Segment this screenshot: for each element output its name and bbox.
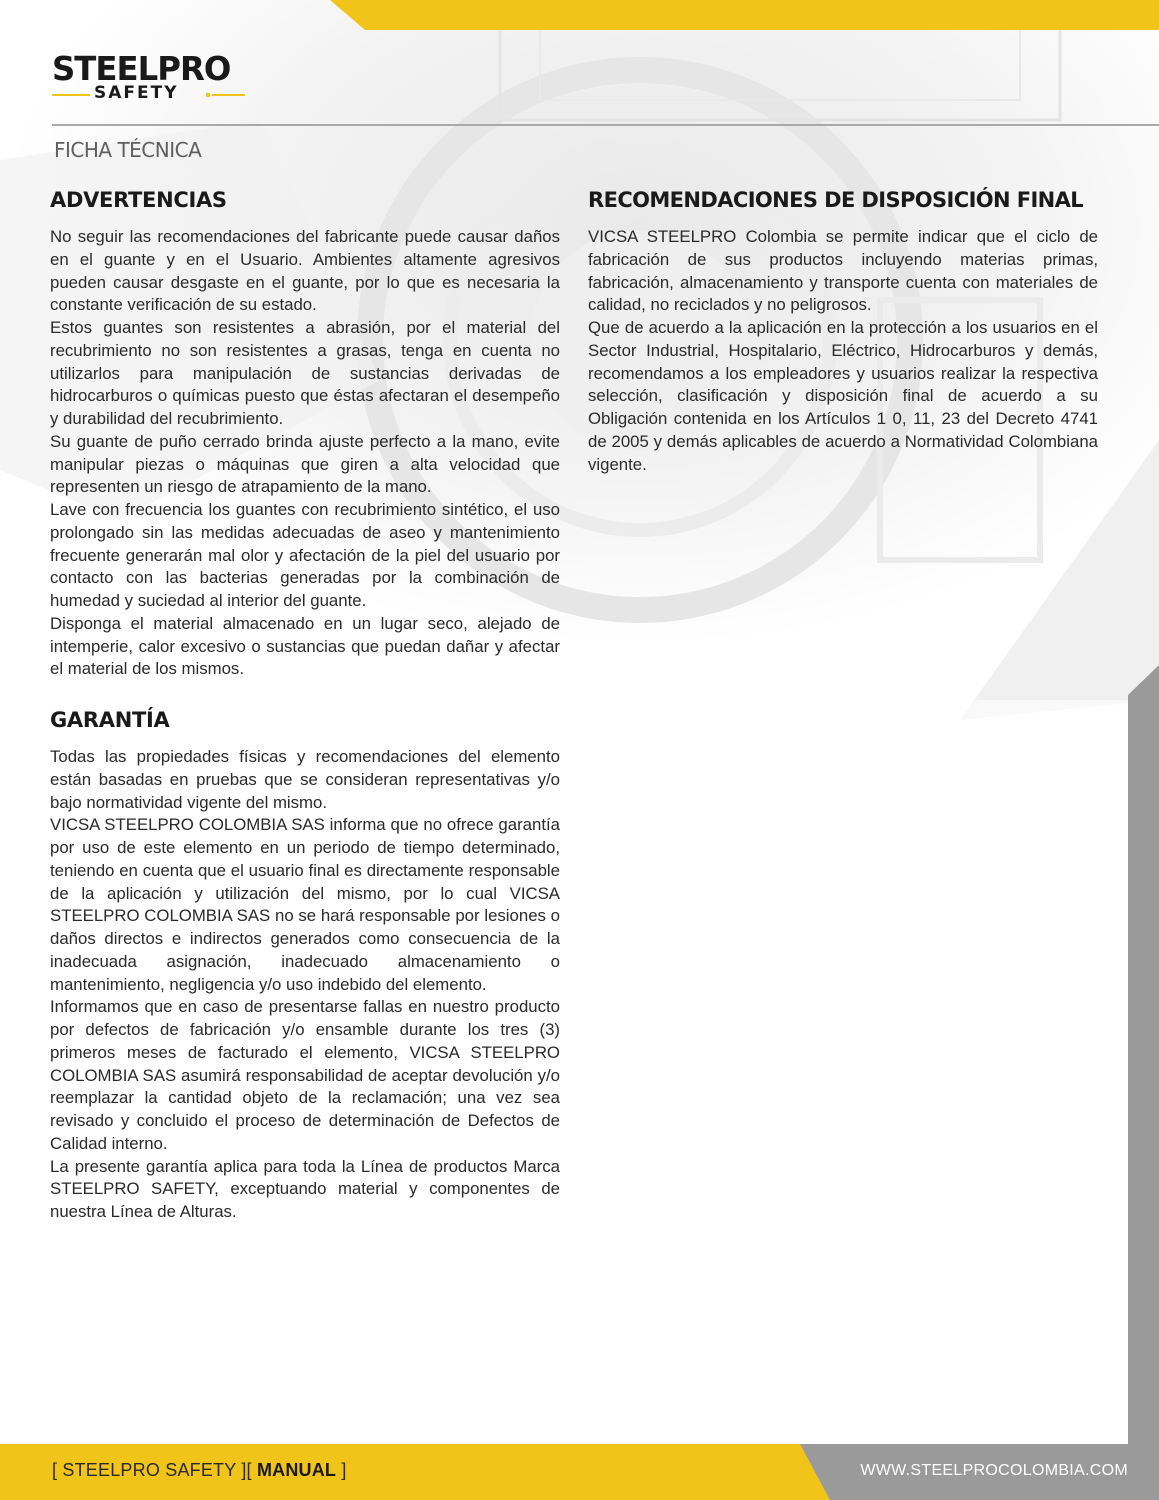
paragraph: Que de acuerdo a la aplicación en la protección a los usuarios en el Sector Industrial, Hospitalario, Eléctrico, Hidrocarburos y demás, recomendamos a los empleadores y usuarios realizar la respectiva selección, clasificación y disposición final de acuerdo a su Obligación contenida en los Artículos 1 0, 11, 23 del Decreto 4741 de 2005 y demás aplicables de acuerdo a Normatividad Colombiana vigente. bbox=[588, 318, 1098, 474]
page-footer bbox=[0, 1444, 1159, 1500]
logo-wordmark: STEELPRO bbox=[52, 49, 231, 88]
header-divider bbox=[52, 124, 1159, 126]
footer-website-link[interactable]: WWW.STEELPROCOLOMBIA.COM bbox=[860, 1462, 1128, 1479]
left-column bbox=[50, 186, 560, 1224]
top-accent-band bbox=[330, 0, 1159, 30]
paragraph: La presente garantía aplica para toda la Línea de productos Marca STEELPRO SAFETY, exceptuando material y componentes de nuestra Línea de Alturas. bbox=[50, 1156, 560, 1221]
right-column bbox=[588, 186, 1098, 476]
paragraph: Lave con frecuencia los guantes con recubrimiento sintético, el uso prolongado sin las medidas adecuadas de aseo y mantenimiento frecuente generarán mal olor y afectación de la piel del usuario por contacto con las bacterias generadas por la combinación de humedad y suciedad al interior del guante. bbox=[50, 500, 560, 610]
paragraph: Informamos que en caso de presentarse fallas en nuestro producto por defectos de fabricación y/o ensamble durante los tres (3) primeros meses de facturado el elemento, VICSA STEELPRO COLOMBIA SAS asumirá responsabilidad de aceptar devolución y/o reemplazar la cantidad objeto de la reclamación; una vez sea revisado y concluido el proceso de determinación de Defectos de Calidad interno. bbox=[50, 997, 560, 1153]
section-disposicion-final bbox=[588, 186, 1098, 476]
paragraph: VICSA STEELPRO COLOMBIA SAS informa que no ofrece garantía por uso de este elemento en un periodo de tiempo determinado, teniendo en cuenta que el usuario final es directamente responsable de la aplicación y utilización del mismo, por lo cual VICSA STEELPRO COLOMBIA SAS no se hará responsable por lesiones o daños directos e indirectos generados como consecuencia de la inadecuada asignación, inadecuado almacenamiento o mantenimiento, negligencia y/o uso indebido del elemento. bbox=[50, 815, 560, 994]
footer-label-suffix: ] bbox=[336, 1460, 347, 1480]
paragraph: Disponga el material almacenado en un lugar seco, alejado de intemperie, calor excesivo o sustancias que puedan dañar y afectar el material de los mismos. bbox=[50, 613, 560, 679]
logo-accent-dot bbox=[206, 93, 210, 97]
footer-manual-label bbox=[52, 1460, 347, 1481]
paragraph: Todas las propiedades físicas y recomendaciones del elemento están basadas en pruebas que se consideran representativas y/o bajo normatividad vigente del mismo. bbox=[50, 747, 560, 812]
section-garantia bbox=[50, 706, 560, 1224]
paragraph: Su guante de puño cerrado brinda ajuste perfecto a la mano, evite manipular piezas o máquinas que giren a alta velocidad que representen un riesgo de atrapamiento de la mano. bbox=[50, 431, 560, 497]
brand-logo bbox=[52, 49, 247, 103]
paragraph: No seguir las recomendaciones del fabricante puede causar daños en el guante y en el Usuario. Ambientes altamente agresivos pueden causar desgaste en el guante, por lo que es necesaria la constante verificación de su estado. bbox=[50, 227, 560, 315]
footer-label-prefix: [ STEELPRO SAFETY ][ bbox=[52, 1460, 257, 1480]
paragraph: VICSA STEELPRO Colombia se permite indicar que el ciclo de fabricación de sus productos incluyendo materias primas, fabricación, almacenamiento y transporte cuenta con materiales de calidad, no reciclados y no peligrosos. bbox=[588, 227, 1098, 315]
logo-accent-line-right bbox=[212, 94, 245, 96]
section-title-garantia: GARANTÍA bbox=[50, 708, 170, 732]
section-title-advertencias: ADVERTENCIAS bbox=[50, 188, 227, 212]
document-type-label: FICHA TÉCNICA bbox=[54, 138, 202, 162]
logo-accent-line-left bbox=[52, 94, 90, 96]
footer-label-bold: MANUAL bbox=[256, 1460, 337, 1480]
logo-subtitle: SAFETY bbox=[94, 83, 179, 103]
paragraph: Estos guantes son resistentes a abrasión, por el material del recubrimiento no son resistentes a grasas, tenga en cuenta no utilizarlos para manipulación de sustancias derivadas de hidrocarburos o químicas puesto que éstas afectaran el desempeño y durabilidad del recubrimiento. bbox=[50, 318, 560, 428]
side-accent-stripe bbox=[1128, 665, 1159, 1500]
section-advertencias bbox=[50, 186, 560, 681]
section-title-disposicion-final: RECOMENDACIONES DE DISPOSICIÓN FINAL bbox=[588, 188, 1084, 212]
